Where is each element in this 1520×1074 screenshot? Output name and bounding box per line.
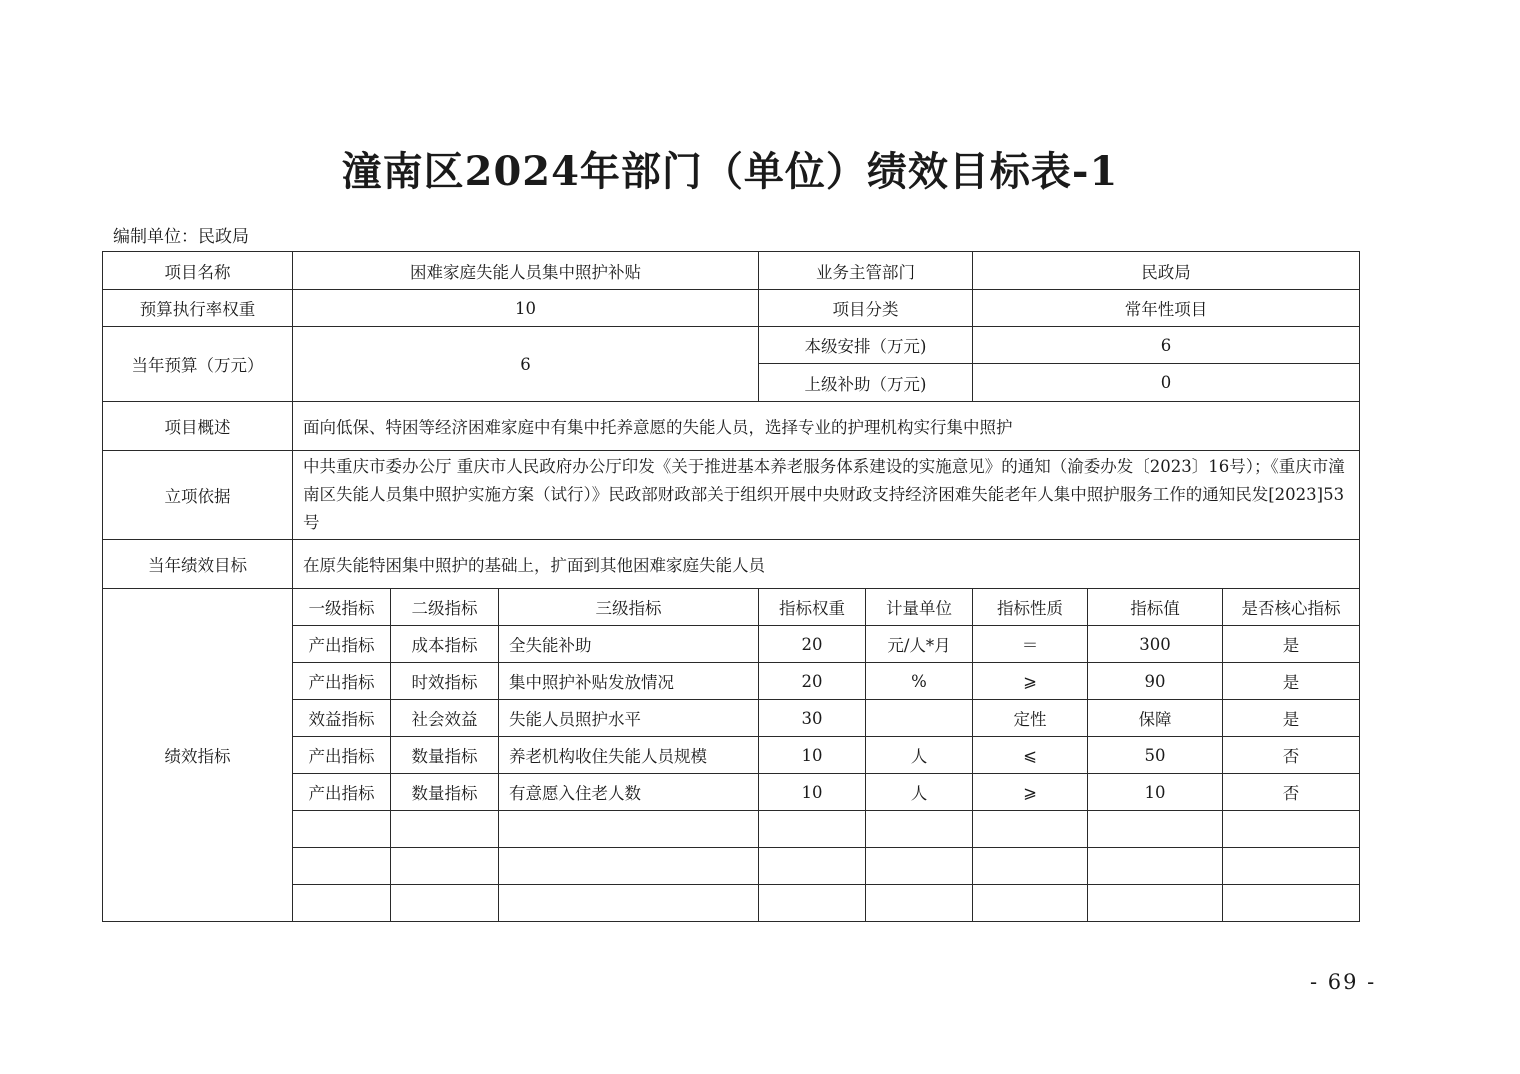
indicator-value: 保障 [1088, 700, 1223, 737]
indicator-level2: 时效指标 [391, 663, 499, 700]
indicator-weight: 20 [759, 626, 866, 663]
project-name-label: 项目名称 [103, 252, 293, 290]
header-cell: 二级指标 [391, 589, 499, 626]
local-label: 本级安排（万元) [759, 327, 973, 364]
indicator-nature: ⩾ [973, 663, 1088, 700]
goal-value: 在原失能特困集中照护的基础上，扩面到其他困难家庭失能人员 [293, 540, 1360, 589]
indicator-value: 300 [1088, 626, 1223, 663]
row-weight [103, 290, 1360, 327]
indicator-nature: 定性 [973, 700, 1088, 737]
indicator-unit [866, 700, 973, 737]
indicator-level2: 成本指标 [391, 626, 499, 663]
indicator-level2: 数量指标 [391, 737, 499, 774]
page-number: - 69 - [1310, 970, 1377, 994]
header-cell: 指标值 [1088, 589, 1223, 626]
page-title: 潼南区2024年部门（单位）绩效目标表-1 [341, 148, 1119, 195]
budget-label: 当年预算（万元） [103, 327, 293, 402]
header-cell: 一级指标 [293, 589, 391, 626]
indicator-level3: 失能人员照护水平 [499, 700, 759, 737]
indicator-nature: ⩾ [973, 774, 1088, 811]
indicator-level1: 产出指标 [293, 737, 391, 774]
indicator-weight: 10 [759, 737, 866, 774]
indicator-weight: 20 [759, 663, 866, 700]
indicator-weight: 10 [759, 774, 866, 811]
indicator-level1: 产出指标 [293, 626, 391, 663]
goal-label: 当年绩效目标 [103, 540, 293, 589]
indicator-level1: 产出指标 [293, 663, 391, 700]
superior-label: 上级补助（万元) [759, 364, 973, 402]
basis-value: 中共重庆市委办公厅 重庆市人民政府办公厅印发《关于推进基本养老服务体系建设的实施意见》的通知（渝委办发〔2023〕16号）；《重庆市潼南区失能人员集中照护实施方案（试行）》民政部财政部关于组织开展中央财政支持经济困难失能老年人集中照护服务工作的通知民发[2023]53号 [293, 451, 1360, 540]
indicator-level2: 社会效益 [391, 700, 499, 737]
indicator-value: 90 [1088, 663, 1223, 700]
indicator-level3: 全失能补助 [499, 626, 759, 663]
row-basis [103, 451, 1360, 540]
overview-value: 面向低保、特困等经济困难家庭中有集中托养意愿的失能人员，选择专业的护理机构实行集中照护 [293, 402, 1360, 451]
header-cell: 指标权重 [759, 589, 866, 626]
indicator-level1: 效益指标 [293, 700, 391, 737]
indicators-label: 绩效指标 [103, 589, 293, 922]
basis-label: 立项依据 [103, 451, 293, 540]
indicator-header-row [103, 589, 1360, 626]
indicator-level2: 数量指标 [391, 774, 499, 811]
row-project-name [103, 252, 1360, 290]
category-label: 项目分类 [759, 290, 973, 327]
indicator-unit: 人 [866, 774, 973, 811]
indicator-value: 10 [1088, 774, 1223, 811]
row-overview [103, 402, 1360, 451]
project-name-value: 困难家庭失能人员集中照护补贴 [293, 252, 759, 290]
superior-value: 0 [973, 364, 1360, 402]
indicator-core: 否 [1223, 737, 1360, 774]
category-value: 常年性项目 [973, 290, 1360, 327]
indicator-core: 是 [1223, 700, 1360, 737]
indicator-core: 是 [1223, 626, 1360, 663]
performance-goal-table [102, 251, 1360, 922]
budget-value: 6 [293, 327, 759, 402]
indicator-level1: 产出指标 [293, 774, 391, 811]
indicator-core: 是 [1223, 663, 1360, 700]
weight-label: 预算执行率权重 [103, 290, 293, 327]
indicator-unit: % [866, 663, 973, 700]
header-cell: 是否核心指标 [1223, 589, 1360, 626]
overview-label: 项目概述 [103, 402, 293, 451]
weight-value: 10 [293, 290, 759, 327]
row-goal [103, 540, 1360, 589]
indicator-nature: ＝ [973, 626, 1088, 663]
header-cell: 三级指标 [499, 589, 759, 626]
indicator-level3: 有意愿入住老人数 [499, 774, 759, 811]
indicator-core: 否 [1223, 774, 1360, 811]
indicator-weight: 30 [759, 700, 866, 737]
indicator-level3: 养老机构收住失能人员规模 [499, 737, 759, 774]
header-cell: 计量单位 [866, 589, 973, 626]
row-budget [103, 327, 1360, 364]
compiling-unit: 编制单位：民政局 [113, 227, 249, 247]
indicator-level3: 集中照护补贴发放情况 [499, 663, 759, 700]
indicator-value: 50 [1088, 737, 1223, 774]
dept-label: 业务主管部门 [759, 252, 973, 290]
indicator-unit: 人 [866, 737, 973, 774]
indicator-nature: ⩽ [973, 737, 1088, 774]
local-value: 6 [973, 327, 1360, 364]
indicator-unit: 元/人*月 [866, 626, 973, 663]
dept-value: 民政局 [973, 252, 1360, 290]
header-cell: 指标性质 [973, 589, 1088, 626]
